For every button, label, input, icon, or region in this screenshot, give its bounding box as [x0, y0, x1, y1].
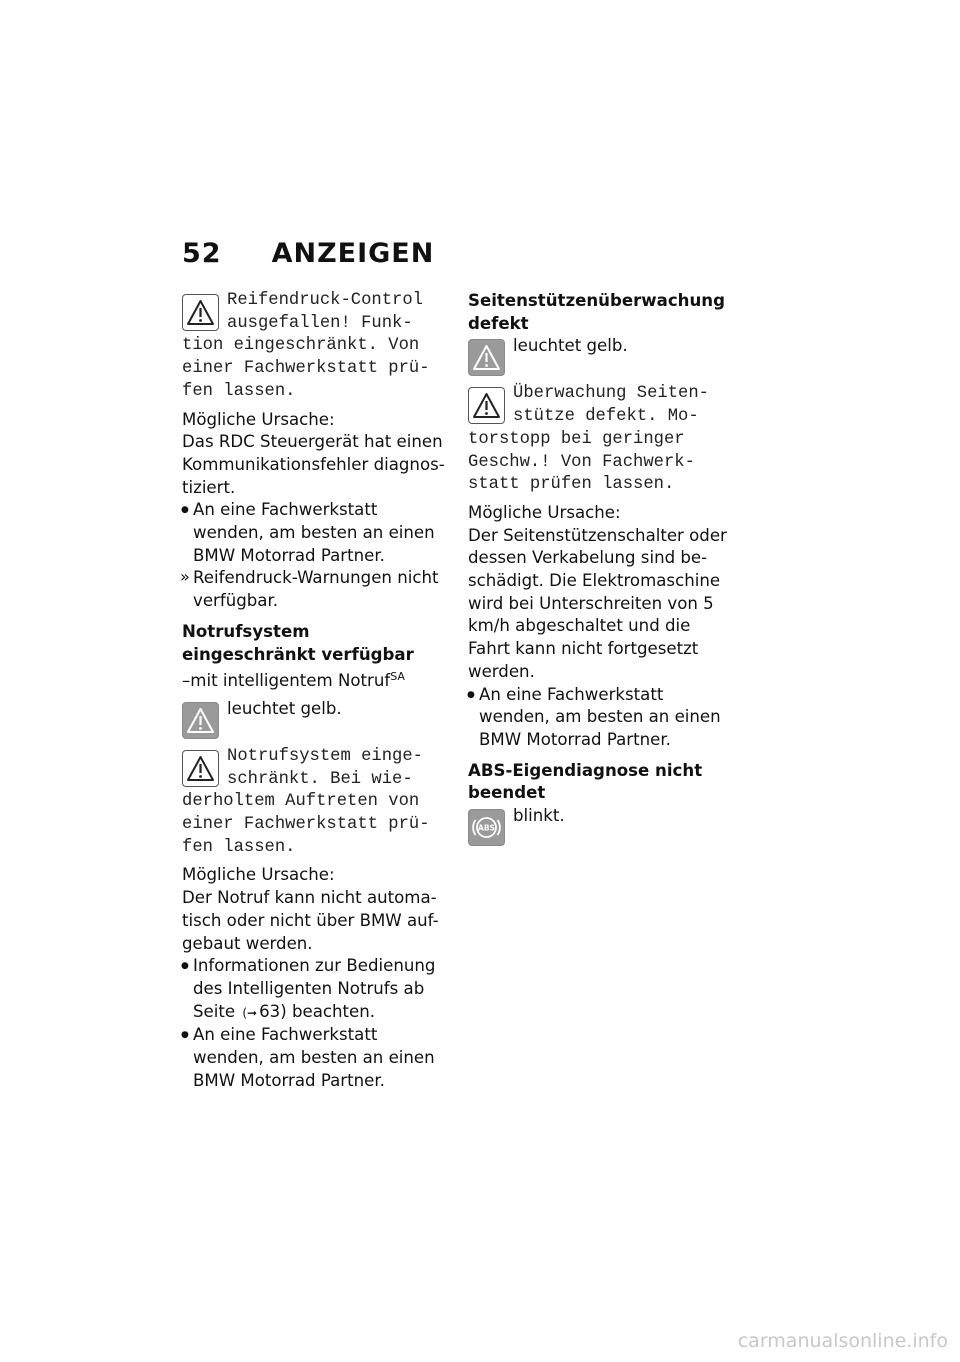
- notruf-display-message: Notrufsystem einge- schränkt. Bei wie- derholtem Auftreten von einer Fachwerkstatt prü- fen lassen.: [182, 746, 430, 857]
- abs-circle-icon: [468, 809, 505, 846]
- cause-label: Mögliche Ursache:: [468, 502, 621, 522]
- page-number: 52: [182, 238, 222, 269]
- cause-label: Mögliche Ursache:: [182, 865, 335, 885]
- seitenstuetze-display-message: Überwachung Seiten- stütze defekt. Mo- torstopp bei geringer Geschw.! Von Fachwerk- statt prüfen lassen.: [468, 384, 709, 495]
- warning-triangle-icon: [468, 339, 505, 376]
- warning-triangle-icon: [468, 387, 505, 424]
- notruf-light-status: leuchtet gelb.: [227, 698, 342, 718]
- abs-light-status: blinkt.: [513, 806, 565, 826]
- page-title: ANZEIGEN: [271, 238, 435, 269]
- page-reference-link[interactable]: 63: [259, 1001, 281, 1021]
- notruf-subtitle: –mit intelligentem Notruf$^{SA}$: [182, 670, 405, 691]
- notruf-cause-text: Der Notruf kann nicht automa- tisch oder nicht über BMW auf- gebaut werden.: [182, 888, 439, 953]
- section-title-seitenstuetze: Seitenstützenüberwachung defekt: [468, 291, 725, 333]
- seitenstuetze-cause-text: Der Seitenstützenschalter oder dessen Verkabelung sind be- schädigt. Die Elektromaschine wird bei Unterschreiten von 5 km/h abgeschaltet und die Fahrt kann nicht fortgesetzt werden.: [468, 525, 727, 681]
- rdc-cause-text: Das RDC Steuergerät hat einen Kommunikationsfehler diagnos- tiziert.: [182, 432, 445, 497]
- left-column: [182, 290, 448, 1093]
- right-column: [468, 290, 734, 848]
- notruf-action-list: [182, 955, 448, 1092]
- seitenstuetze-light-block: [468, 335, 734, 378]
- page-header: [182, 238, 434, 269]
- warning-triangle-icon: [182, 702, 219, 739]
- list-item: ● An eine Fachwerkstatt wenden, am besten an einen BMW Motorrad Partner.: [468, 684, 734, 752]
- cause-label: Mögliche Ursache:: [182, 409, 335, 429]
- list-item-result: » Reifendruck-Warnungen nicht verfügbar.: [182, 567, 448, 612]
- list-item: ● An eine Fachwerkstatt wenden, am besten an einen BMW Motorrad Partner.: [182, 499, 448, 567]
- watermark: carmanualsonline.info: [737, 1330, 948, 1352]
- sa-superscript: SA: [390, 670, 405, 684]
- abs-light-block: [468, 805, 734, 848]
- notruf-light-block: [182, 698, 448, 741]
- seitenstuetze-action-list: [468, 684, 734, 752]
- section-title-abs: ABS-Eigendiagnose nicht beendet: [468, 760, 703, 803]
- page-reference-arrow-icon: (➞: [242, 1005, 258, 1020]
- rdc-display-message: Reifendruck-Control ausgefallen! Funk- tion eingeschränkt. Von einer Fachwerkstatt prü- fen lassen.: [182, 291, 430, 401]
- rdc-action-list: [182, 499, 448, 613]
- section-title-notruf: Notrufsystem eingeschränkt verfügbar: [182, 621, 414, 664]
- notruf-message-block: [182, 746, 448, 860]
- seitenstuetze-light-status: leuchtet gelb.: [513, 336, 628, 356]
- warning-triangle-icon: [182, 750, 219, 787]
- seitenstuetze-message-block: [468, 383, 734, 497]
- warning-triangle-icon: [182, 294, 219, 331]
- abs-icon-label: ABS: [478, 823, 495, 833]
- list-item: ● Informationen zur Bedienung des Intelligenten Notrufs ab Seite (➞ 63) beachten.: [182, 955, 448, 1024]
- rdc-message-block: [182, 290, 448, 404]
- list-item: ● An eine Fachwerkstatt wenden, am besten an einen BMW Motorrad Partner.: [182, 1024, 448, 1092]
